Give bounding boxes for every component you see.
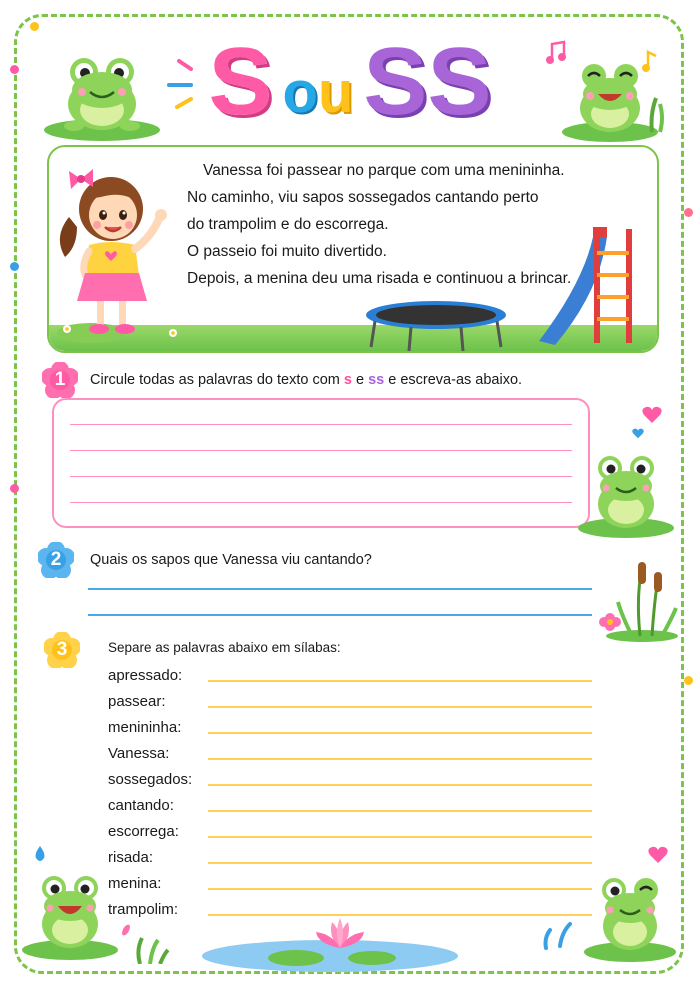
answer-box[interactable]	[52, 398, 590, 528]
question-number: 2	[50, 549, 62, 570]
answer-line[interactable]	[88, 588, 592, 590]
question-number: 3	[56, 639, 68, 660]
syllable-word: apressado:	[108, 667, 183, 684]
syllable-word: passear:	[108, 693, 166, 710]
syllable-answer-line[interactable]	[208, 810, 592, 812]
title-letter-u: u	[317, 60, 354, 125]
story-box	[47, 145, 659, 353]
highlight-letters-ss: ss	[368, 372, 385, 388]
story-line: do trampolim e do escorrega.	[187, 216, 389, 233]
answer-line[interactable]	[70, 502, 572, 503]
heart-icon	[642, 406, 662, 424]
question-number-badge	[42, 362, 78, 398]
syllable-row	[108, 686, 592, 712]
frog-icon	[42, 46, 162, 142]
syllable-answer-line[interactable]	[208, 836, 592, 838]
frog-icon	[560, 54, 670, 144]
question-2-text: Quais os sapos que Vanessa viu cantando?	[90, 552, 372, 568]
grass-icon	[130, 930, 170, 964]
decor-dot-yellow	[684, 676, 693, 685]
story-line: O passeio foi muito divertido.	[187, 243, 387, 260]
syllable-row	[108, 816, 592, 842]
syllable-row	[108, 868, 592, 894]
syllable-row	[108, 842, 592, 868]
question-number: 1	[54, 369, 66, 390]
syllable-row	[108, 790, 592, 816]
question-3-text: Separe as palavras abaixo em sílabas:	[108, 640, 341, 655]
cattail-icon	[596, 556, 680, 642]
title-letter-o: o	[282, 60, 318, 125]
syllable-row	[108, 738, 592, 764]
question-number-badge	[38, 542, 74, 578]
syllable-row	[108, 712, 592, 738]
title-letter-s: S	[208, 28, 273, 135]
question-text-part: e	[351, 372, 369, 388]
syllable-word: escorrega:	[108, 823, 179, 840]
water-splash-icon	[540, 920, 580, 950]
syllable-row	[108, 764, 592, 790]
petal-icon	[120, 924, 132, 936]
syllable-word: menina:	[108, 875, 162, 892]
decor-dot-pink	[10, 65, 19, 74]
syllable-answer-line[interactable]	[208, 732, 592, 734]
syllable-answer-line[interactable]	[208, 888, 592, 890]
heart-icon	[648, 846, 668, 864]
syllable-answer-line[interactable]	[208, 758, 592, 760]
lotus-icon	[312, 918, 368, 952]
decor-dot-pink	[10, 484, 19, 493]
frog-icon	[20, 866, 120, 962]
syllable-row	[108, 660, 592, 686]
answer-line[interactable]	[70, 476, 572, 477]
answer-line[interactable]	[70, 424, 572, 425]
syllable-row	[108, 894, 592, 920]
syllable-answer-line[interactable]	[208, 706, 592, 708]
water-drop-icon	[34, 846, 46, 862]
question-text-part: e escreva-as abaixo.	[384, 372, 523, 388]
frog-icon	[582, 868, 678, 964]
girl-illustration	[51, 157, 181, 353]
syllable-word: cantando:	[108, 797, 174, 814]
decor-dot-pink	[684, 208, 693, 217]
story-line: Vanessa foi passear no parque com uma menininha.	[203, 162, 565, 179]
syllable-answer-line[interactable]	[208, 914, 592, 916]
decor-dot-yellow	[30, 22, 39, 31]
trampoline-icon	[361, 297, 511, 353]
question-1-text	[90, 372, 522, 388]
highlight-letter-s: s	[343, 372, 352, 388]
worksheet-title	[160, 28, 540, 135]
heart-icon	[632, 428, 644, 439]
story-text	[187, 157, 587, 292]
syllable-word: trampolim:	[108, 901, 179, 918]
syllable-answer-line[interactable]	[208, 862, 592, 864]
story-line: No caminho, viu sapos sossegados cantando perto	[187, 189, 539, 206]
syllable-word: sossegados:	[108, 771, 193, 788]
frog-icon	[576, 448, 676, 540]
decor-dot-blue	[10, 262, 19, 271]
answer-line[interactable]	[70, 450, 572, 451]
slide-icon	[533, 223, 643, 347]
syllable-word: menininha:	[108, 719, 182, 736]
syllable-word: risada:	[108, 849, 154, 866]
syllable-word: Vanessa:	[108, 745, 170, 762]
answer-line[interactable]	[88, 614, 592, 616]
title-letters-ss: SS	[363, 28, 492, 135]
question-text-part: Circule todas as palavras do texto com	[90, 372, 344, 388]
syllable-answer-line[interactable]	[208, 784, 592, 786]
syllable-answer-line[interactable]	[208, 680, 592, 682]
question-number-badge	[44, 632, 80, 668]
story-line: Depois, a menina deu uma risada e continuou a brincar.	[187, 270, 572, 287]
